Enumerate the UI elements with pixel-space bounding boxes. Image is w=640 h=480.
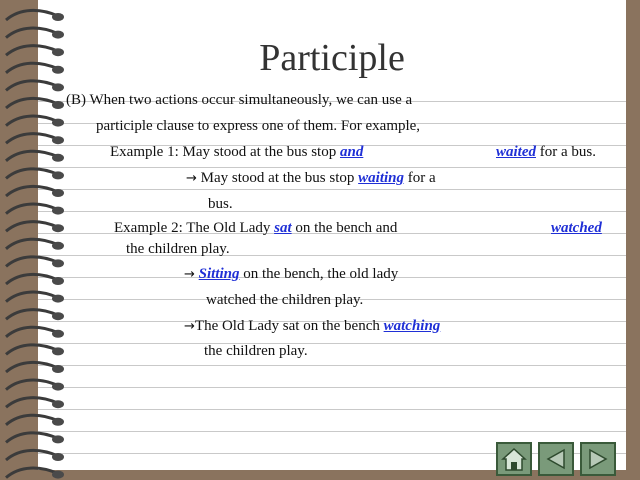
spiral-coil: [6, 292, 64, 303]
example-1-keyword-waiting: waiting: [358, 170, 405, 186]
example-2-keyword-watching: watching: [383, 318, 441, 334]
next-slide-button[interactable]: [580, 442, 616, 476]
spiral-coil: [6, 310, 64, 321]
spiral-coil: [6, 98, 64, 109]
home-icon: [498, 444, 530, 474]
spiral-coil: [6, 134, 64, 145]
example-2-answer-2-prefix: The Old Lady sat on the bench: [194, 318, 380, 334]
example-2-keyword-watched: watched: [551, 220, 602, 236]
home-button[interactable]: [496, 442, 532, 476]
example-1-tail: [496, 144, 596, 161]
example-1-keyword-waited: waited: [496, 144, 536, 160]
example-2-prefix: Example 2: The Old Lady: [114, 220, 271, 236]
example-2-answer-1-cont: watched the children play.: [206, 292, 364, 308]
example-2-keyword-sitting: Sitting: [198, 266, 240, 282]
example-2-answer-1: [184, 266, 398, 283]
example-1-line: [110, 144, 363, 161]
previous-slide-button[interactable]: [538, 442, 574, 476]
intro-line-1: (B) When two actions occur simultaneously, we can use a: [66, 92, 413, 108]
example-2-keyword-sat: sat: [274, 220, 292, 236]
example-2-answer-2: [184, 318, 440, 335]
example-1-prefix: Example 1: May stood at the bus stop: [110, 144, 337, 160]
slide-title: Participle: [259, 37, 405, 79]
example-2-answer-1-suffix: on the bench, the old lady: [239, 266, 399, 282]
intro-line-2: participle clause to express one of them. For example,: [96, 118, 421, 134]
spiral-coil: [6, 450, 64, 461]
example-1-answer-suffix: for a: [404, 170, 436, 186]
example-1-keyword-and: and: [339, 144, 364, 160]
spiral-coil: [6, 274, 64, 285]
example-2-cont: the children play.: [126, 241, 230, 257]
spiral-coil: [6, 257, 64, 268]
triangle-right-icon: [582, 444, 614, 474]
example-2-tail: [551, 220, 602, 237]
example-1-answer: [186, 170, 436, 187]
spiral-coil: [6, 81, 64, 92]
spiral-coil: [6, 222, 64, 233]
spiral-coil: [6, 362, 64, 373]
spiral-coil: [6, 398, 64, 409]
spiral-coil: [6, 204, 64, 215]
spiral-coil: [6, 415, 64, 426]
arrow-icon: →: [186, 171, 197, 186]
example-1-answer-cont: bus.: [208, 196, 233, 212]
spiral-coil: [6, 151, 64, 162]
example-1-answer-prefix: May stood at the bus stop: [196, 170, 355, 186]
triangle-left-icon: [540, 444, 572, 474]
spiral-coil: [6, 169, 64, 180]
example-1-suffix: for a bus.: [536, 144, 596, 160]
spiral-coil: [6, 239, 64, 250]
example-2-line: [114, 220, 397, 237]
spiral-coil: [6, 380, 64, 391]
arrow-icon: →: [184, 267, 195, 282]
spiral-coil: [6, 327, 64, 338]
spiral-coil: [6, 186, 64, 197]
example-2-mid: on the bench and: [291, 220, 398, 236]
spiral-coil: [6, 116, 64, 127]
example-2-answer-2-cont: the children play.: [204, 343, 308, 359]
spiral-coil: [6, 433, 64, 444]
spiral-coil: [6, 345, 64, 356]
spiral-coil: [6, 468, 64, 479]
spiral-coil: [6, 10, 64, 21]
arrow-icon: →: [184, 319, 195, 334]
